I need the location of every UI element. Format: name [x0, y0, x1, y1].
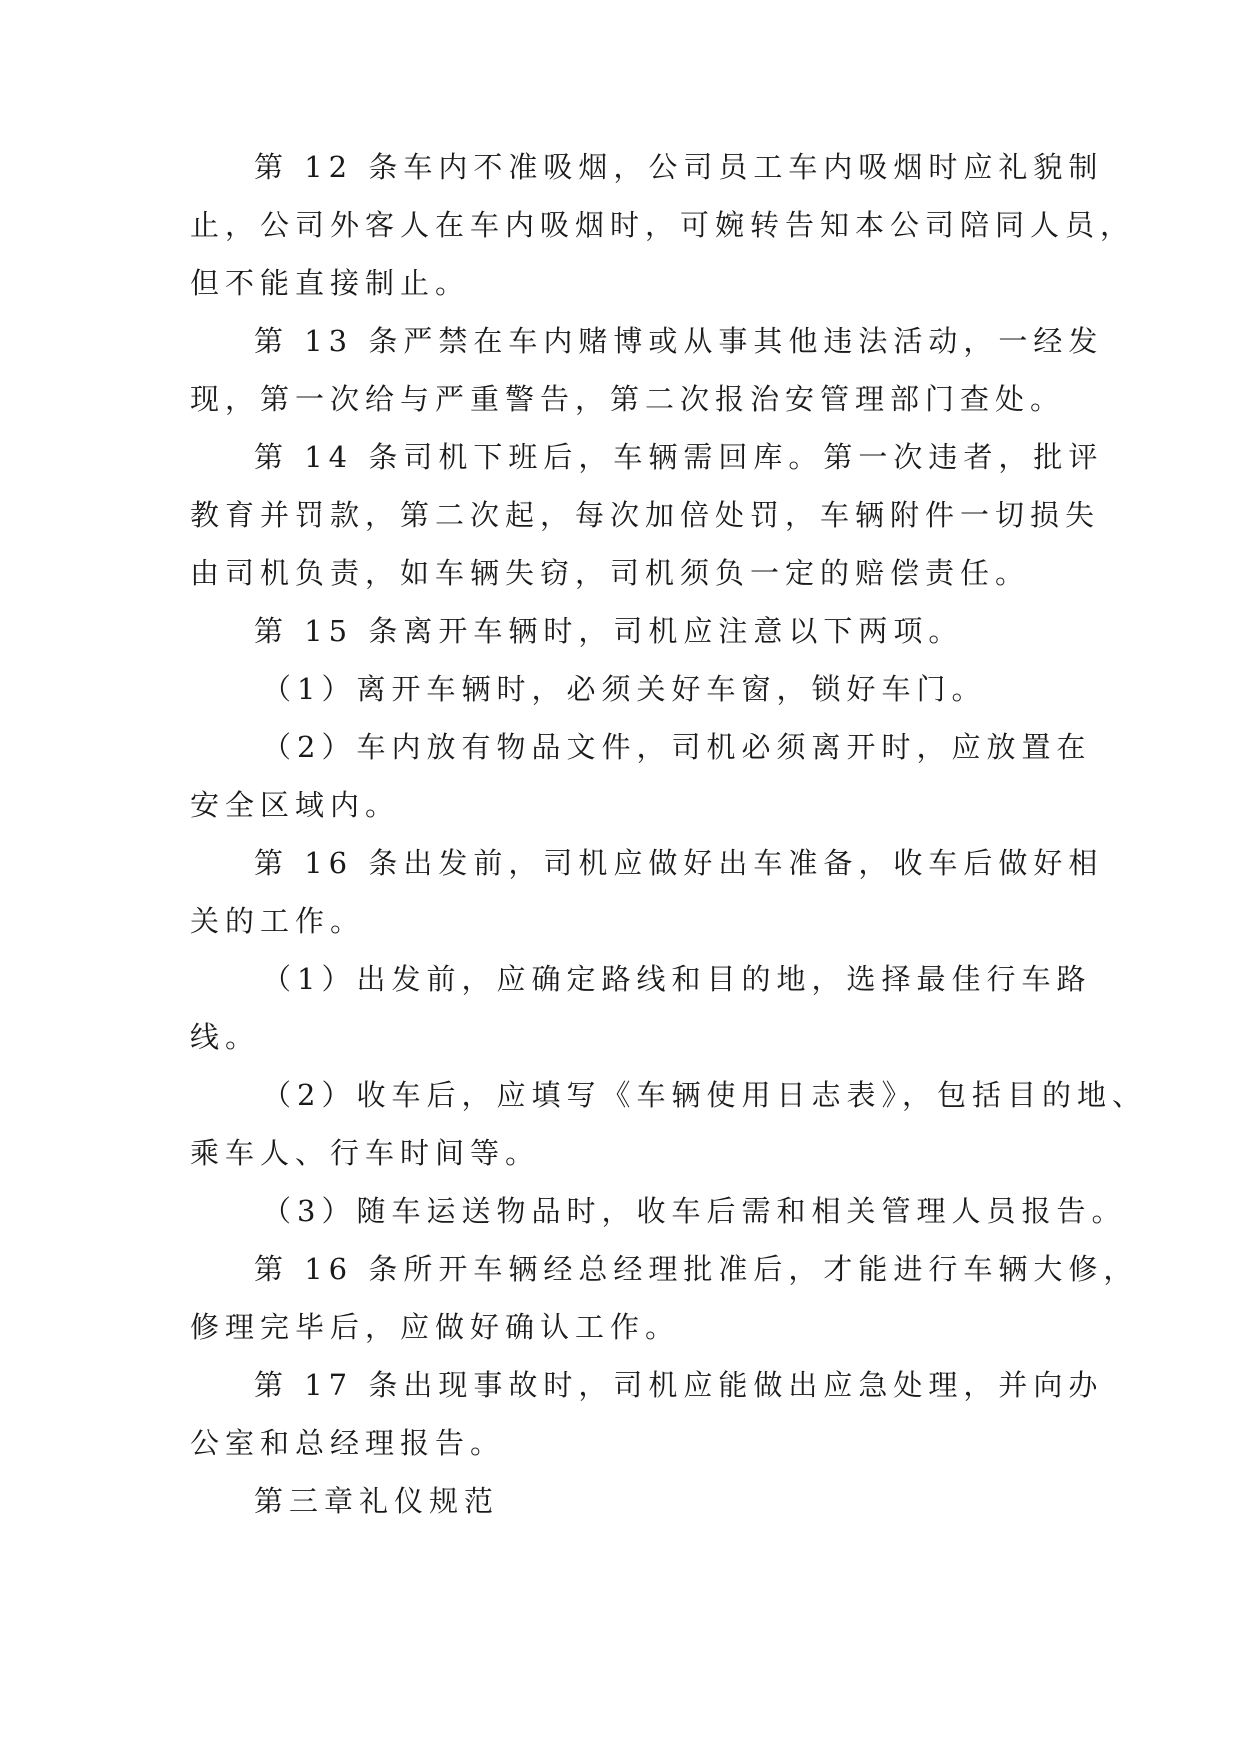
text-line: 修理完毕后，应做好确认工作。 — [190, 1310, 681, 1344]
text-line: （3）随车运送物品时，收车后需和相关管理人员报告。 — [262, 1194, 1127, 1228]
text-line: 线。 — [190, 1020, 261, 1054]
text-line: 第 13 条严禁在车内赌博或从事其他违法活动，一经发 — [254, 324, 1104, 358]
text-line: 教育并罚款，第二次起，每次加倍处罚，车辆附件一切损失 — [190, 498, 1101, 532]
chapter-heading: 第三章礼仪规范 — [254, 1484, 500, 1518]
text-line: 安全区域内。 — [190, 788, 401, 822]
text-line: 现，第一次给与严重警告，第二次报治安管理部门查处。 — [190, 382, 1066, 416]
text-line: 第 14 条司机下班后，车辆需回库。第一次违者，批评 — [254, 440, 1104, 474]
text-line: 乘车人、行车时间等。 — [190, 1136, 541, 1170]
text-line: （2）收车后，应填写《车辆使用日志表》，包括目的地、 — [262, 1078, 1147, 1112]
text-line: 公室和总经理报告。 — [190, 1426, 506, 1460]
text-line: 第 15 条离开车辆时，司机应注意以下两项。 — [254, 614, 964, 648]
text-line: 但不能直接制止。 — [190, 266, 471, 300]
text-line: 第 12 条车内不准吸烟，公司员工车内吸烟时应礼貌制 — [254, 150, 1104, 184]
text-line: （2）车内放有物品文件，司机必须离开时，应放置在 — [262, 730, 1092, 764]
text-line: 第 16 条所开车辆经总经理批准后，才能进行车辆大修， — [254, 1252, 1139, 1286]
text-line: 关的工作。 — [190, 904, 366, 938]
text-line: 由司机负责，如车辆失窃，司机须负一定的赔偿责任。 — [190, 556, 1031, 590]
text-line: 第 17 条出现事故时，司机应能做出应急处理，并向办 — [254, 1368, 1104, 1402]
text-line: 止，公司外客人在车内吸烟时，可婉转告知本公司陪同人员， — [190, 208, 1136, 242]
text-line: （1）离开车辆时，必须关好车窗，锁好车门。 — [262, 672, 987, 706]
text-line: （1）出发前，应确定路线和目的地，选择最佳行车路 — [262, 962, 1092, 996]
text-line: 第 16 条出发前，司机应做好出车准备，收车后做好相 — [254, 846, 1104, 880]
